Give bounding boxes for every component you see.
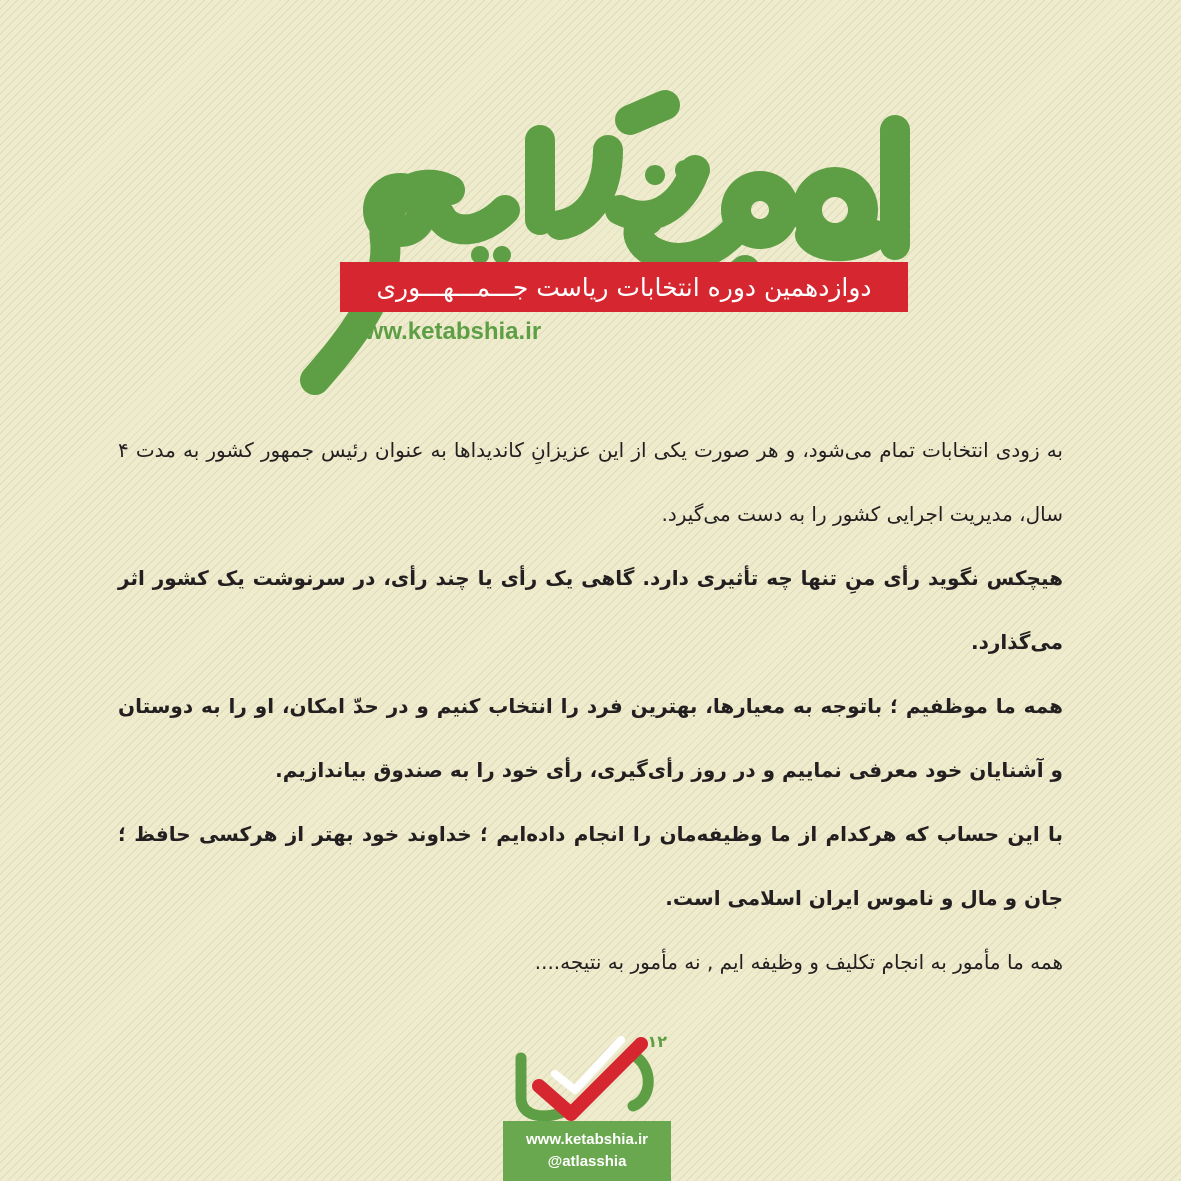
- paragraph-duty: همه ما موظفیم ؛ باتوجه به معیارها، بهترین فرد را انتخاب کنیم و در حدّ امکان، او را به دوستان و آشنایان خود معرفی نماییم و در روز رأی‌گیری، رأی خود را به صندوق بیاندازیم.: [118, 694, 1063, 782]
- body-text: [118, 418, 1063, 994]
- paragraph-intro: به زودی انتخابات تمام می‌شود، و هر صورت یکی از این عزیزانِ کاندیداها به عنوان رئیس جمهور کشور به مدت ۴ سال، مدیریت اجرایی کشور را به دست می‌گیرد.: [118, 438, 1063, 526]
- footer-website[interactable]: www.ketabshia.ir: [526, 1131, 648, 1148]
- subtitle-banner: [340, 262, 908, 312]
- subtitle-text: دوازدهمین دوره انتخابات ریاست جـــمـــهـــوری: [376, 272, 872, 302]
- footer-box: [503, 1121, 671, 1181]
- paragraph-vote-matters: هیچکس نگوید رأی منِ تنها چه تأثیری دارد. گاهی یک رأی یا چند رأی، در سرنوشت یک کشور اثر می‌گذارد.: [118, 566, 1063, 654]
- website-link[interactable]: www.ketabshia.ir: [346, 318, 542, 345]
- paragraph-closing: همه ما مأمور به انجام تکلیف و وظیفه ایم , نه مأمور به نتیجه....: [534, 950, 1063, 974]
- footer-handle[interactable]: @atlasshia: [547, 1153, 627, 1170]
- title-calligraphy: [290, 60, 920, 420]
- paragraph-god-protects: با این حساب که هرکدام از ما وظیفه‌مان را انجام داده‌ایم ؛ خداوند خود بهتر از هرکسی حافظ ؛ جان و مال و ناموس ایران اسلامی است.: [118, 822, 1063, 910]
- logo-number: ۱۲: [647, 1032, 667, 1051]
